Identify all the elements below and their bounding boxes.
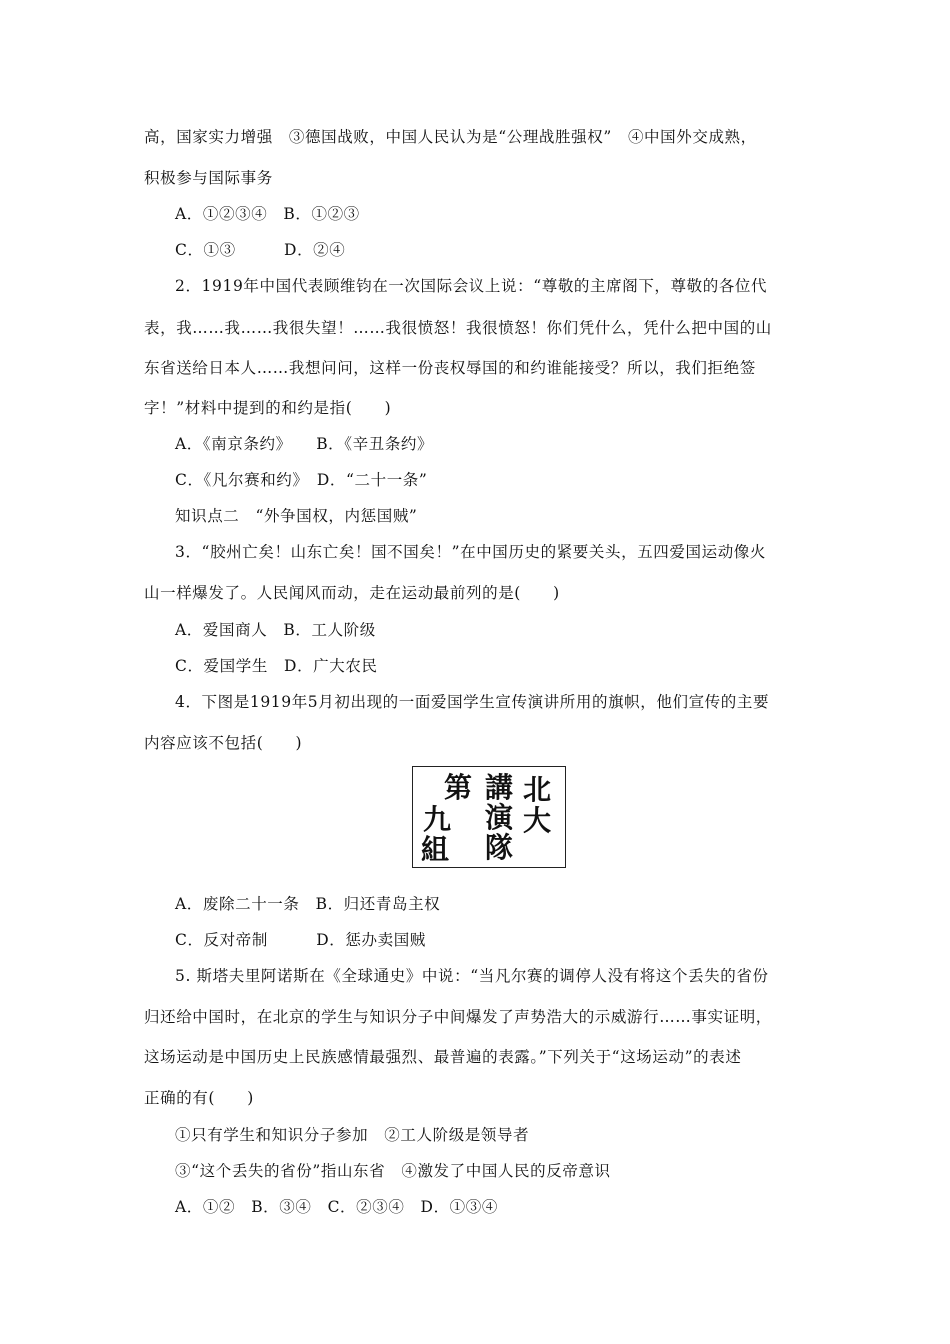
q4-text-line1: 4．下图是1919年5月初出现的一面爱国学生宣传演讲所用的旗帜，他们宣传的主要 [175, 693, 770, 711]
q1-text-line2: 积极参与国际事务 [144, 169, 273, 187]
q2-text-line3: 东省送给日本人……我想问问，这样一份丧权辱国的和约谁能接受？所以，我们拒绝签 [144, 359, 756, 377]
q3-options-row2: C．爱国学生 D．广大农民 [175, 657, 378, 675]
banner-char: 組 [420, 833, 450, 866]
banner-char: 講 [484, 771, 514, 804]
banner-char: 大 [522, 804, 552, 837]
q5-text-line1: 5. 斯塔夫里阿诺斯在《全球通史》中说：“当凡尔赛的调停人没有将这个丢失的省份 [175, 967, 769, 985]
student-banner-figure [412, 766, 566, 868]
q5-text-line3: 这场运动是中国历史上民族感情最强烈、最普遍的表露。”下列关于“这场运动”的表述 [144, 1048, 742, 1066]
q4-options-row2: C．反对帝制 D．惩办卖国贼 [175, 931, 426, 949]
q5-items-row2: ③“这个丢失的省份”指山东省 ④激发了中国人民的反帝意识 [175, 1162, 611, 1180]
q5-text-line4: 正确的有( ) [144, 1089, 254, 1107]
q5-options-row: A．①② B．③④ C．②③④ D．①③④ [175, 1198, 498, 1216]
q2-text-line4: 字！”材料中提到的和约是指( ) [144, 399, 392, 417]
banner-char: 第 [443, 771, 473, 804]
q2-text-line2: 表，我……我……我很失望！……我很愤怒！我很愤怒！你们凭什么，凭什么把中国的山 [144, 319, 772, 337]
q5-text-line2: 归还给中国时，在北京的学生与知识分子中间爆发了声势浩大的示威游行……事实证明， [144, 1008, 772, 1026]
banner-char: 九 [422, 803, 452, 836]
q2-text-line1: 2．1919年中国代表顾维钧在一次国际会议上说：“尊敬的主席阁下，尊敬的各位代 [175, 277, 768, 295]
q2-options-row1: A．《南京条约》 B．《辛丑条约》 [175, 435, 434, 453]
q4-options-row1: A．废除二十一条 B．归还青岛主权 [175, 895, 441, 913]
q2-options-row2: C．《凡尔赛和约》 D．“二十一条” [175, 471, 428, 489]
q1-text-line1: 高，国家实力增强 ③德国战败，中国人民认为是“公理战胜强权” ④中国外交成熟， [144, 128, 757, 146]
q3-text-line2: 山一样爆发了。人民闻风而动，走在运动最前列的是( ) [144, 584, 560, 602]
q3-options-row1: A．爱国商人 B．工人阶级 [175, 621, 376, 639]
banner-char: 隊 [484, 831, 514, 864]
section-heading: 知识点二 “外争国权，内惩国贼” [175, 507, 418, 525]
q1-options-row1: A．①②③④ B．①②③ [175, 205, 360, 223]
q4-text-line2: 内容应该不包括( ) [144, 734, 303, 752]
q3-text-line1: 3．“胶州亡矣！山东亡矣！国不国矣！”在中国历史的紧要关头，五四爱国运动像火 [175, 543, 767, 561]
banner-char: 演 [484, 801, 514, 834]
banner-char: 北 [522, 773, 552, 806]
q1-options-row2: C．①③ D．②④ [175, 241, 346, 259]
q5-items-row1: ①只有学生和知识分子参加 ②工人阶级是领导者 [175, 1126, 530, 1144]
